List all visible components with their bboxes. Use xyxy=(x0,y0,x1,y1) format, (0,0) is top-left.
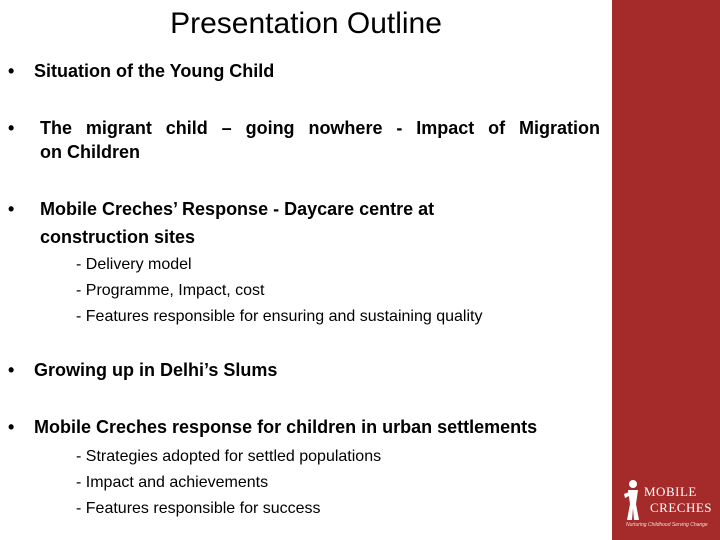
figure-icon xyxy=(620,478,646,522)
bullet-marker: • xyxy=(8,199,15,219)
slide-title: Presentation Outline xyxy=(170,7,442,40)
bullet-item-young-child: Situation of the Young Child xyxy=(34,61,275,81)
sidebar-accent-panel xyxy=(612,0,720,540)
bullet-marker: • xyxy=(8,417,15,437)
bullet-marker: • xyxy=(8,118,15,138)
logo-line2: CRECHES xyxy=(650,500,713,515)
sub-bullet-delivery-model: - Delivery model xyxy=(76,256,192,273)
bullet-item-delhi-slums: Growing up in Delhi’s Slums xyxy=(34,360,278,380)
sub-bullet-impact: - Impact and achievements xyxy=(76,474,269,491)
bullet-item-migrant-child-line2: on Children xyxy=(40,142,140,162)
sub-bullet-features-success: - Features responsible for success xyxy=(76,500,321,517)
bullet-marker: • xyxy=(8,61,15,81)
logo-tagline: Nurturing Childhood Serving Change xyxy=(626,522,708,528)
bullet-marker: • xyxy=(8,360,15,380)
sub-bullet-features-quality: - Features responsible for ensuring and sustaining quality xyxy=(76,308,483,325)
logo-line1: MOBILE xyxy=(644,484,697,499)
sub-bullet-strategies: - Strategies adopted for settled populations xyxy=(76,448,382,465)
bullet-item-urban-settlements: Mobile Creches response for children in urban settlements xyxy=(34,417,538,437)
mobile-creches-logo xyxy=(620,476,720,538)
bullet-item-response-line2: construction sites xyxy=(40,227,196,247)
bullet-item-response-line1: Mobile Creches’ Response - Daycare centre at xyxy=(40,199,435,219)
bullet-item-migrant-child-line1: The migrant child – going nowhere - Impact of Migration xyxy=(40,118,600,138)
sub-bullet-programme: - Programme, Impact, cost xyxy=(76,282,265,299)
